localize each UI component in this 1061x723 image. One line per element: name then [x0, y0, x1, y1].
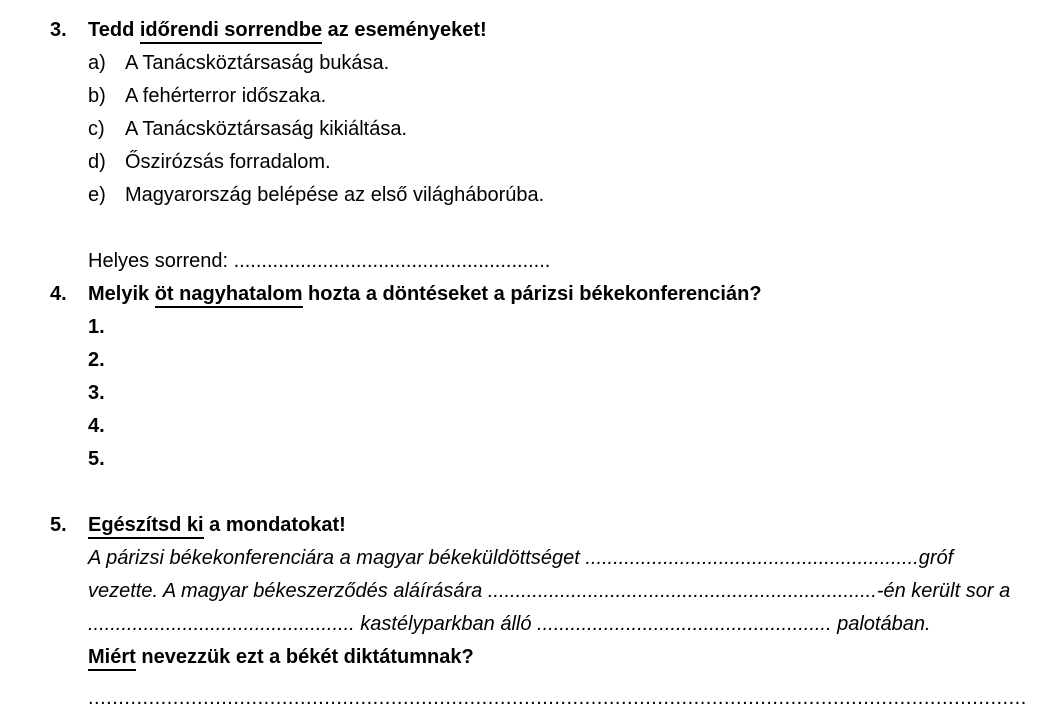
- option-letter-b: b): [88, 85, 106, 107]
- question-3-title-post: az eseményeket!: [322, 19, 487, 41]
- answer-slot-4: 4.: [88, 415, 105, 437]
- fill-line1-tail: gróf: [918, 547, 954, 569]
- option-text-e: Magyarország belépése az első világháborúba.: [125, 184, 545, 206]
- question-3-answer-label: Helyes sorrend:: [88, 250, 234, 272]
- question-4-title: [88, 283, 762, 308]
- option-text-c: A Tanácsköztársaság kikiáltása.: [125, 118, 408, 140]
- fill-line1-text: A párizsi békekonferenciára a magyar békeküldöttséget: [88, 547, 586, 569]
- question-3-title-underlined: időrendi sorrendbe: [140, 19, 322, 44]
- question-5-title: [88, 514, 346, 539]
- fill-sentence-line-1: [50, 542, 1061, 575]
- fill-line3-blank-1: ................................................: [88, 613, 355, 635]
- question-3-title: [88, 19, 487, 44]
- option-letter-e: e): [88, 184, 106, 206]
- question-5-subquestion-row: [50, 641, 1061, 674]
- question-5-subquestion: [88, 646, 474, 671]
- question-5-title-post: a mondatokat!: [203, 514, 346, 536]
- answer-slot-1: 1.: [88, 316, 105, 338]
- fill-sentence-line-3: [50, 608, 1061, 641]
- fill-line3-text: kastélyparkban álló: [354, 613, 538, 635]
- answer-slot-row-2: [50, 344, 1061, 377]
- answer-slot-5: 5.: [88, 448, 105, 470]
- fill-line1-blank: ............................................................: [585, 547, 919, 569]
- option-text-a: A Tanácsköztársaság bukása.: [125, 52, 390, 74]
- question-3-answer-blank: .........................................................: [233, 250, 551, 272]
- option-row-c: [50, 113, 1061, 146]
- option-row-a: [50, 47, 1061, 80]
- answer-slot-row-3: [50, 377, 1061, 410]
- blank-line: [50, 212, 1061, 245]
- question-3-heading-row: [50, 14, 1061, 47]
- blank-line: [50, 476, 1061, 509]
- fill-line3-blank-2: .....................................................: [537, 613, 832, 635]
- question-4-title-pre: Melyik: [88, 283, 155, 305]
- question-5-answer-row: [50, 682, 1061, 715]
- question-4-heading-row: [50, 278, 1061, 311]
- fill-line2-blank: ......................................................................: [487, 580, 877, 602]
- option-letter-d: d): [88, 151, 106, 173]
- option-row-d: [50, 146, 1061, 179]
- question-4-title-post: hozta a döntéseket a párizsi békekonferencián?: [302, 283, 762, 305]
- fill-line2-tail: -én került sor a: [876, 580, 1011, 602]
- question-4-title-underlined: öt nagyhatalom: [155, 283, 303, 308]
- option-text-d: Őszirózsás forradalom.: [125, 151, 331, 173]
- subquestion-post: nevezzük ezt a békét diktátumnak?: [135, 646, 474, 668]
- answer-slot-row-1: [50, 311, 1061, 344]
- question-3-answer-row: [50, 245, 1061, 278]
- question-4-number: 4.: [50, 283, 67, 305]
- answer-slot-row-5: [50, 443, 1061, 476]
- fill-line3-tail: palotában.: [831, 613, 931, 635]
- subquestion-underlined: Miért: [88, 646, 136, 671]
- option-text-b: A fehérterror időszaka.: [125, 85, 327, 107]
- answer-slot-row-4: [50, 410, 1061, 443]
- question-5-heading-row: [50, 509, 1061, 542]
- question-5-answer-blank: ...........................................................................................................................................................: [88, 687, 1027, 709]
- question-5-title-underlined: Egészítsd ki: [88, 514, 204, 539]
- question-3-title-pre: Tedd: [88, 19, 140, 41]
- option-row-b: [50, 80, 1061, 113]
- option-letter-a: a): [88, 52, 106, 74]
- answer-slot-2: 2.: [88, 349, 105, 371]
- answer-slot-3: 3.: [88, 382, 105, 404]
- fill-line2-text: vezette. A magyar békeszerződés aláírására: [88, 580, 488, 602]
- option-row-e: [50, 179, 1061, 212]
- question-5-number: 5.: [50, 514, 67, 536]
- question-3-number: 3.: [50, 19, 67, 41]
- option-letter-c: c): [88, 118, 105, 140]
- fill-sentence-line-2: [50, 575, 1061, 608]
